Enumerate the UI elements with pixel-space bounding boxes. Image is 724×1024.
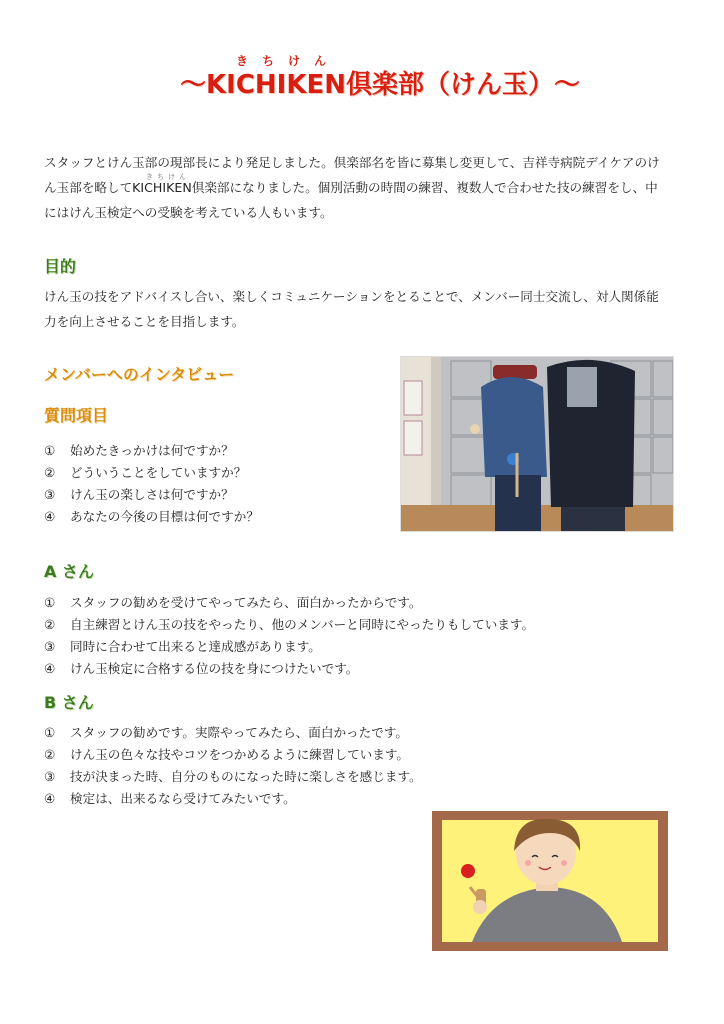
list-number: ④	[44, 791, 56, 806]
a-san-answers	[44, 592, 534, 680]
answer-text: 自主練習とけん玉の技をやったり、他のメンバーと同時にやったりもしています。	[70, 617, 535, 632]
question-item	[44, 506, 259, 528]
illustration-frame	[432, 811, 668, 951]
intro-ruby: きちけん	[146, 173, 190, 181]
question-item	[44, 484, 259, 506]
question-text: 始めたきっかけは何ですか？	[70, 443, 234, 458]
purpose-line: 力を向上させることを目指します。	[44, 314, 245, 329]
members-photo-image	[401, 357, 673, 531]
answer-text: けん玉検定に合格する位の技を身につけたいです。	[70, 661, 359, 676]
answer-item	[44, 636, 534, 658]
members-photo	[400, 356, 674, 532]
list-number: ①	[44, 725, 56, 740]
answer-item	[44, 658, 534, 680]
answer-item	[44, 788, 422, 810]
interview-heading: メンバーへのインタビュー	[44, 365, 235, 384]
list-number: ④	[44, 661, 56, 676]
answer-text: スタッフの勧めを受けてやってみたら、面白かったからです。	[70, 595, 422, 610]
list-number: ②	[44, 747, 56, 762]
list-number: ③	[44, 487, 56, 502]
list-number: ②	[44, 617, 56, 632]
intro-paragraph	[44, 150, 680, 225]
answer-item	[44, 744, 422, 766]
answer-item	[44, 592, 534, 614]
a-san-heading: A さん	[44, 562, 94, 581]
list-number: ④	[44, 509, 56, 524]
list-number: ③	[44, 769, 56, 784]
page-title: ～KICHIKEN倶楽部（けん玉）～	[180, 70, 581, 100]
list-number: ①	[44, 443, 56, 458]
kendama-player-illustration	[432, 811, 668, 951]
intro-line: にはけん玉検定への受験を考えている人もいます。	[44, 205, 333, 220]
answer-text: スタッフの勧めです。実際やってみたら、面白かったです。	[70, 725, 409, 740]
purpose-paragraph	[44, 284, 680, 334]
title-ruby: きちけん	[236, 54, 341, 68]
purpose-heading: 目的	[44, 257, 77, 276]
question-item	[44, 462, 259, 484]
answer-item	[44, 722, 422, 744]
answer-item	[44, 614, 534, 636]
b-san-answers	[44, 722, 422, 810]
answer-text: 同時に合わせて出来ると達成感があります。	[70, 639, 321, 654]
questions-list	[44, 440, 259, 528]
answer-item	[44, 766, 422, 788]
questions-heading: 質問項目	[44, 406, 109, 425]
answer-text: けん玉の色々な技やコツをつかめるように練習しています。	[70, 747, 410, 762]
list-number: ②	[44, 465, 56, 480]
purpose-line: けん玉の技をアドバイスし合い、楽しくコミュニケーションをとることで、メンバー同士交流し、対人関係能	[44, 289, 659, 304]
intro-line: ん玉部を略してKICHIKEN倶楽部になりました。個別活動の時間の練習、複数人で合わせた技の練習をし、中	[44, 180, 658, 195]
question-text: あなたの今後の目標は何ですか？	[70, 509, 259, 524]
b-san-heading: B さん	[44, 693, 94, 712]
list-number: ③	[44, 639, 56, 654]
question-text: けん玉の楽しさは何ですか？	[70, 487, 234, 502]
intro-line: スタッフとけん玉部の現部長により発足しました。倶楽部名を皆に募集し変更して、吉祥寺病院デイケアのけ	[44, 155, 660, 170]
list-number: ①	[44, 595, 56, 610]
answer-text: 検定は、出来るなら受けてみたいです。	[70, 791, 296, 806]
question-item	[44, 440, 259, 462]
question-text: どういうことをしていますか？	[70, 465, 247, 480]
answer-text: 技が決まった時、自分のものになった時に楽しさを感じます。	[70, 769, 422, 784]
